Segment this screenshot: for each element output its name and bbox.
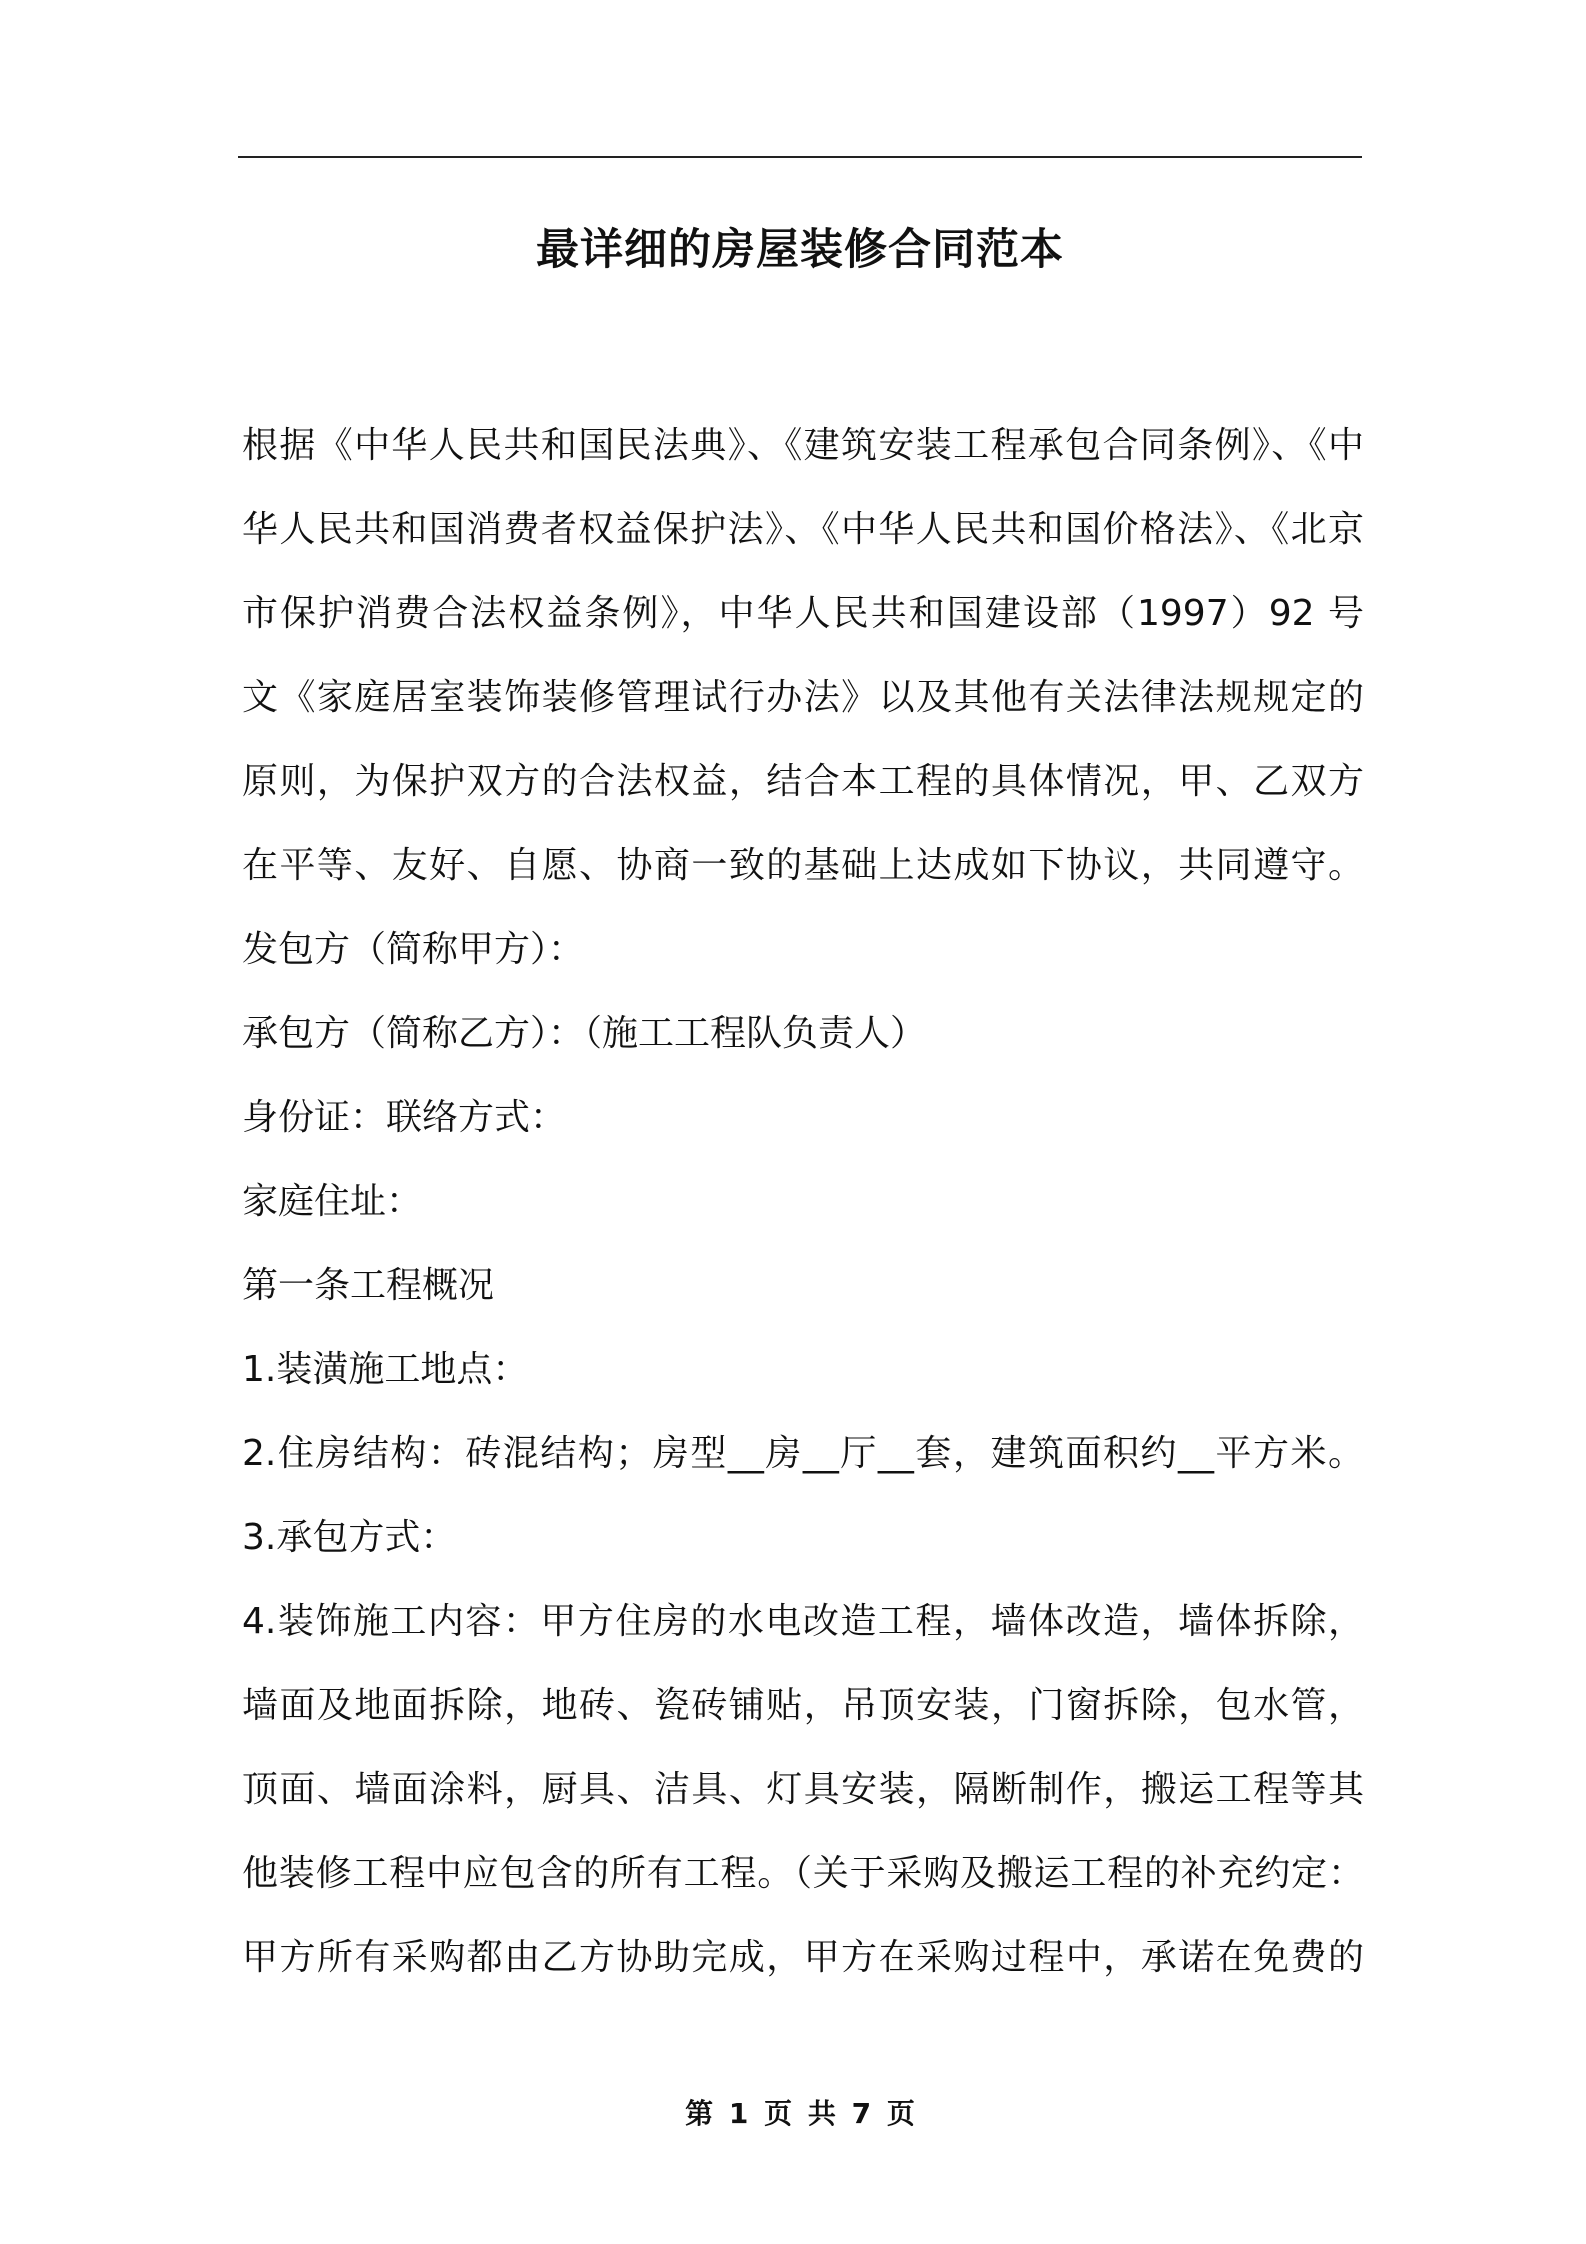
- body-line: 华人民共和国消费者权益保护法》、《中华人民共和国价格法》、《北京: [242, 509, 1364, 550]
- body-line: 墙面及地面拆除，地砖、瓷砖铺贴，吊顶安装，门窗拆除，包水管，: [242, 1685, 1364, 1726]
- body-line: 家庭住址：: [242, 1181, 423, 1222]
- body-line: 1.装潢施工地点：: [242, 1349, 529, 1390]
- page-number-footer: 第 1 页 共 7 页: [685, 2097, 915, 2130]
- body-line: 原则，为保护双方的合法权益，结合本工程的具体情况，甲、乙双方: [242, 761, 1364, 802]
- document-body: [242, 404, 1364, 2000]
- body-line: 甲方所有采购都由乙方协助完成，甲方在采购过程中，承诺在免费的: [242, 1937, 1364, 1978]
- body-line: 顶面、墙面涂料，厨具、洁具、灯具安装，隔断制作，搬运工程等其: [242, 1769, 1364, 1810]
- body-line: 根据《中华人民共和国民法典》、《建筑安装工程承包合同条例》、《中: [242, 425, 1364, 466]
- header-rule: [238, 156, 1362, 158]
- body-line: 第一条工程概况: [242, 1265, 495, 1306]
- body-line: 他装修工程中应包含的所有工程。（关于采购及搬运工程的补充约定：: [242, 1853, 1364, 1894]
- body-line: 2.住房结构：砖混结构；房型__房__厅__套，建筑面积约__平方米。: [242, 1433, 1364, 1474]
- body-line: 市保护消费合法权益条例》，中华人民共和国建设部（1997）92 号: [242, 593, 1364, 634]
- body-line: 3.承包方式：: [242, 1517, 457, 1558]
- body-line: 承包方（简称乙方）：（施工工程队负责人）: [242, 1013, 927, 1054]
- body-line: 在平等、友好、自愿、协商一致的基础上达成如下协议，共同遵守。: [242, 845, 1364, 886]
- body-line: 身份证：联络方式：: [242, 1097, 567, 1138]
- body-line: 4.装饰施工内容：甲方住房的水电改造工程，墙体改造，墙体拆除，: [242, 1601, 1364, 1642]
- document-title: 最详细的房屋装修合同范本: [536, 225, 1064, 275]
- body-line: 发包方（简称甲方）：: [242, 929, 585, 970]
- body-line: 文《家庭居室装饰装修管理试行办法》以及其他有关法律法规规定的: [242, 677, 1364, 718]
